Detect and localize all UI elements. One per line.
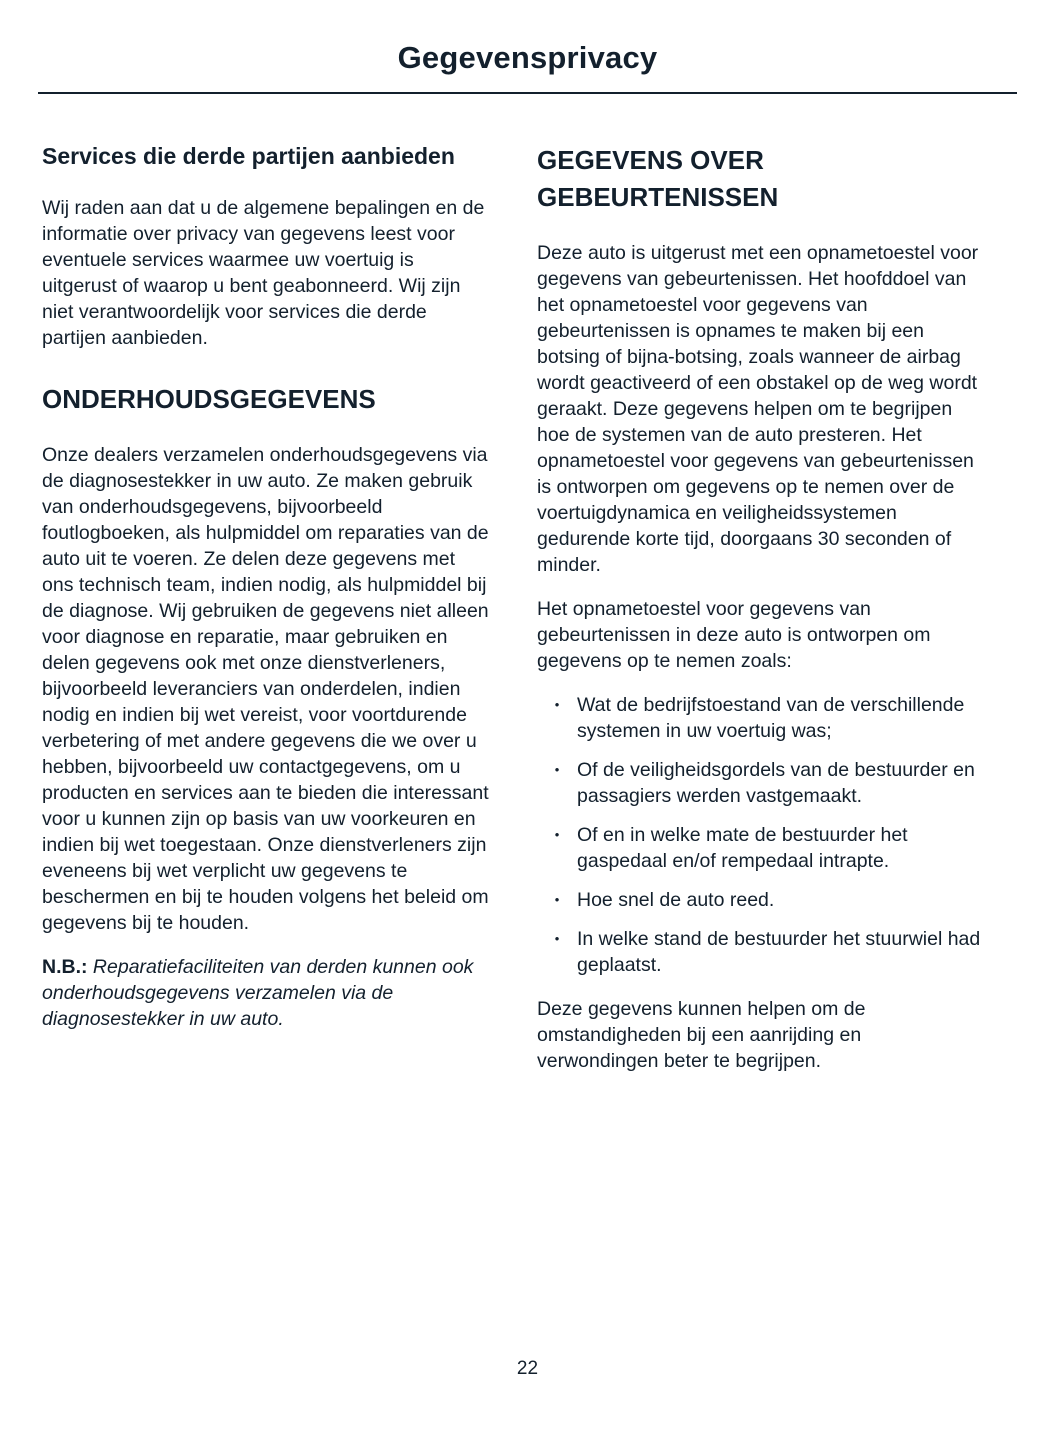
services-section-paragraph: Wij raden aan dat u de algemene bepalingen en de informatie over privacy van gegevens leest voor eventuele services waarmee uw voertuig is uitgerust of waarop u bent geabonneerd. Wij zijn niet verantwoordelijk voor services die derde partijen aanbieden. <box>42 197 485 349</box>
list-item-text: Hoe snel de auto reed. <box>577 889 775 911</box>
events-paragraph-2: Het opnametoestel voor gegevens van gebeurtenissen in deze auto is ontworpen om gegevens op te nemen zoals: <box>537 598 931 672</box>
maintenance-section-heading: ONDERHOUDSGEGEVENS <box>42 384 376 414</box>
events-section-heading: GEGEVENS OVER GEBEURTENISSEN <box>537 145 779 212</box>
services-section-heading: Services die derde partijen aanbieden <box>42 143 455 169</box>
list-item <box>537 822 986 874</box>
page-title: Gegevensprivacy <box>397 40 658 75</box>
right-column <box>537 142 986 1092</box>
list-item <box>537 926 986 978</box>
list-item <box>537 757 986 809</box>
left-column <box>42 142 491 1092</box>
content-columns <box>0 94 1055 1092</box>
maintenance-note <box>42 954 491 1032</box>
note-label: N.B.: <box>42 956 88 978</box>
maintenance-section-paragraph: Onze dealers verzamelen onderhoudsgegevens via de diagnosestekker in uw auto. Ze maken gebruik van onderhoudsgegevens, bijvoorbeeld foutlogboeken, als hulpmiddel om reparaties van de auto uit te voeren. Ze delen deze gegevens met ons technisch team, indien nodig, als hulpmiddel bij de diagnose. Wij gebruiken de gegevens niet alleen voor diagnose en reparatie, maar gebruiken en delen gegevens ook met onze dienstverleners, bijvoorbeeld leveranciers van onderdelen, indien nodig en indien bij wet vereist, voor voortdurende verbetering of met andere gegevens die we over u hebben, bijvoorbeeld uw contactgegevens, om u producten en services aan te bieden die interessant voor u kunnen zijn op basis van uw voorkeuren en indien bij wet toegestaan. Onze dienstverleners zijn eveneens bij wet verplicht uw gegevens te beschermen en bij te houden volgens het beleid om gegevens bij te houden. <box>42 444 489 934</box>
list-item-text: In welke stand de bestuurder het stuurwiel had geplaatst. <box>577 928 981 976</box>
list-item <box>537 692 986 744</box>
bullet-icon: • <box>554 697 560 712</box>
events-paragraph-1: Deze auto is uitgerust met een opnametoestel voor gegevens van gebeurtenissen. Het hoofddoel van het opnametoestel voor gegevens van gebeurtenissen is opnames te maken bij een botsing of bijna-botsing, zoals wanneer de airbag wordt geactiveerd of een obstakel op de weg wordt geraakt. Deze gegevens helpen om te begrijpen hoe de systemen van de auto presteren. Het opnametoestel voor gegevens van gebeurtenissen is ontworpen om gegevens op te nemen over de voertuigdynamica en veiligheidssystemen gedurende korte tijd, doorgaans 30 seconden of minder. <box>537 242 979 576</box>
page-number: 22 <box>516 1358 539 1379</box>
list-item <box>537 887 986 913</box>
events-paragraph-3: Deze gegevens kunnen helpen om de omstandigheden bij een aanrijding en verwondingen beter te begrijpen. <box>537 998 866 1072</box>
bullet-icon: • <box>554 892 560 907</box>
events-bullet-list <box>537 692 986 978</box>
bullet-icon: • <box>554 827 560 842</box>
list-item-text: Of de veiligheidsgordels van de bestuurder en passagiers werden vastgemaakt. <box>577 759 975 807</box>
bullet-icon: • <box>554 931 560 946</box>
list-item-text: Wat de bedrijfstoestand van de verschillende systemen in uw voertuig was; <box>577 694 965 742</box>
list-item-text: Of en in welke mate de bestuurder het gaspedaal en/of rempedaal intrapte. <box>577 824 908 872</box>
bullet-icon: • <box>554 762 560 777</box>
note-text: Reparatiefaciliteiten van derden kunnen ook onderhoudsgegevens verzamelen via de diagnosestekker in uw auto. <box>42 956 474 1030</box>
